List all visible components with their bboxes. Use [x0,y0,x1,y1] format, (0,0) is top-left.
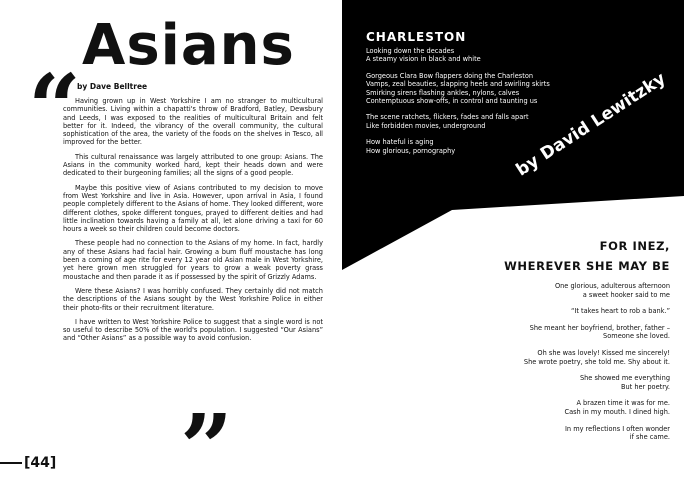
poem-stanza [420,307,670,316]
poem-title-line: FOR INEZ, [599,239,670,253]
article-title: Asians [82,13,295,78]
poem-line: She showed me everything [579,374,670,383]
poem-line: Cash in my mouth. I dined high. [564,407,670,416]
poem-title-charleston: CHARLESTON [366,30,467,44]
poem-line: The scene ratchets, flickers, fades and falls apart [366,113,529,122]
poem-line: She wrote poetry, she told me. Shy about it. [523,357,670,366]
poem-stanza [366,72,596,106]
poem-line: if she came. [629,433,670,442]
poem-line: a sweet hooker said to me [582,290,670,299]
poem-line: Vamps, zeal beauties, slapping heels and swirling skirts [366,80,550,89]
article-byline: by Dave Belltree [77,82,148,91]
article-paragraph: I have written to West Yorkshire Police to suggest that a single word is not so useful to describe 50% of the world's population. I suggested “Our Asians” and “Other Asians” as a possible way to avoid confusion. [63,317,323,343]
author-credit: by David Lewitzky [512,68,670,181]
poem-stanza [420,349,670,366]
open-quote-mark: “ [28,54,81,162]
poem-line: She meant her boyfriend, brother, father – [529,323,670,332]
poem-stanza [420,324,670,341]
poem-stanza [366,47,596,64]
page-number: [44] [24,455,57,471]
poem-line: In my reflections I often wonder [564,424,670,433]
page-number-rule [0,462,22,464]
poem-line: One glorious, adulterous afternoon [554,282,670,290]
poem-stanza [420,425,670,442]
article-body [63,97,323,349]
poem-line: Gorgeous Clara Bow flappers doing the Charleston [366,71,534,80]
poem-stanza [420,374,670,391]
poem-line: A brazen time it was for me. [576,399,670,408]
poem-stanza [366,113,596,130]
poem-line: “It takes heart to rob a bank.” [571,307,670,316]
poem-line: How hateful is aging [366,138,434,147]
poem-line: Someone she loved. [603,332,670,341]
poem-stanza [420,399,670,416]
article-paragraph: Were these Asians? I was horribly confused. They certainly did not match the descriptions of the Asians sought by the West Yorkshire Police in either their photo-fits or their recruitment literature. [63,286,323,312]
poem-line: Looking down the decades [366,47,455,55]
poem-line: Contemptuous show-offs, in control and taunting us [366,97,538,106]
poem-for-inez [420,282,670,450]
article-paragraph: Maybe this positive view of Asians contributed to my decision to move from West Yorkshire and live in Asia. However, upon arrival in Asia, I found people completely different to the Asians of home. They looked different, wore different clothes, spoke different tongues, prayed to different deities and had little inclination towards having a family at all, let alone driving a taxi for 60 hours a week so their children could become doctors. [63,183,324,234]
poem-line: Oh she was lovely! Kissed me sincerely! [537,348,670,357]
right-page [342,0,684,485]
article-paragraph: Having grown up in West Yorkshire I am no stranger to multicultural communities. Living within a chapatti's throw of Bradford, Batley, Dewsbury and Leeds, I was exposed to the realities of multicultural Britain and felt better for it. Indeed, the vibrancy of the overall community, the cultural sophistication of the area, the variety of the foods on the shelves in Tesco, all improved for the better. [63,97,323,147]
poem-line: Like forbidden movies, underground [366,121,486,130]
poem-line: How glorious, pornography [366,146,456,155]
poem-line: But her poetry. [620,382,670,391]
article-paragraph: These people had no connection to the Asians of my home. In fact, hardly any of these Asians had facial hair. Growing a bum fluff moustache has long been a coming of age rite for every 12 year old Asian male in West Yorkshire, yet here grown men struggled for years to grow a weak poverty grass moustache and then parade it as if possessed by the spirit of Grizzly Adams. [63,239,323,281]
poem-line: A steamy vision in black and white [366,55,481,64]
close-quote-mark: ” [180,394,233,485]
poem-title-line: WHEREVER SHE MAY BE [504,259,670,273]
poem-stanza [420,282,670,299]
poem-line: Smirking sirens flashing ankles, nylons, calves [366,88,520,97]
article-paragraph: This cultural renaissance was largely attributed to one group: Asians. The Asians in the community worked hard, kept their heads down and were dedicated to their burgeoning families; all the signs of a good people. [63,152,323,178]
poem-title-for-inez [504,236,670,276]
